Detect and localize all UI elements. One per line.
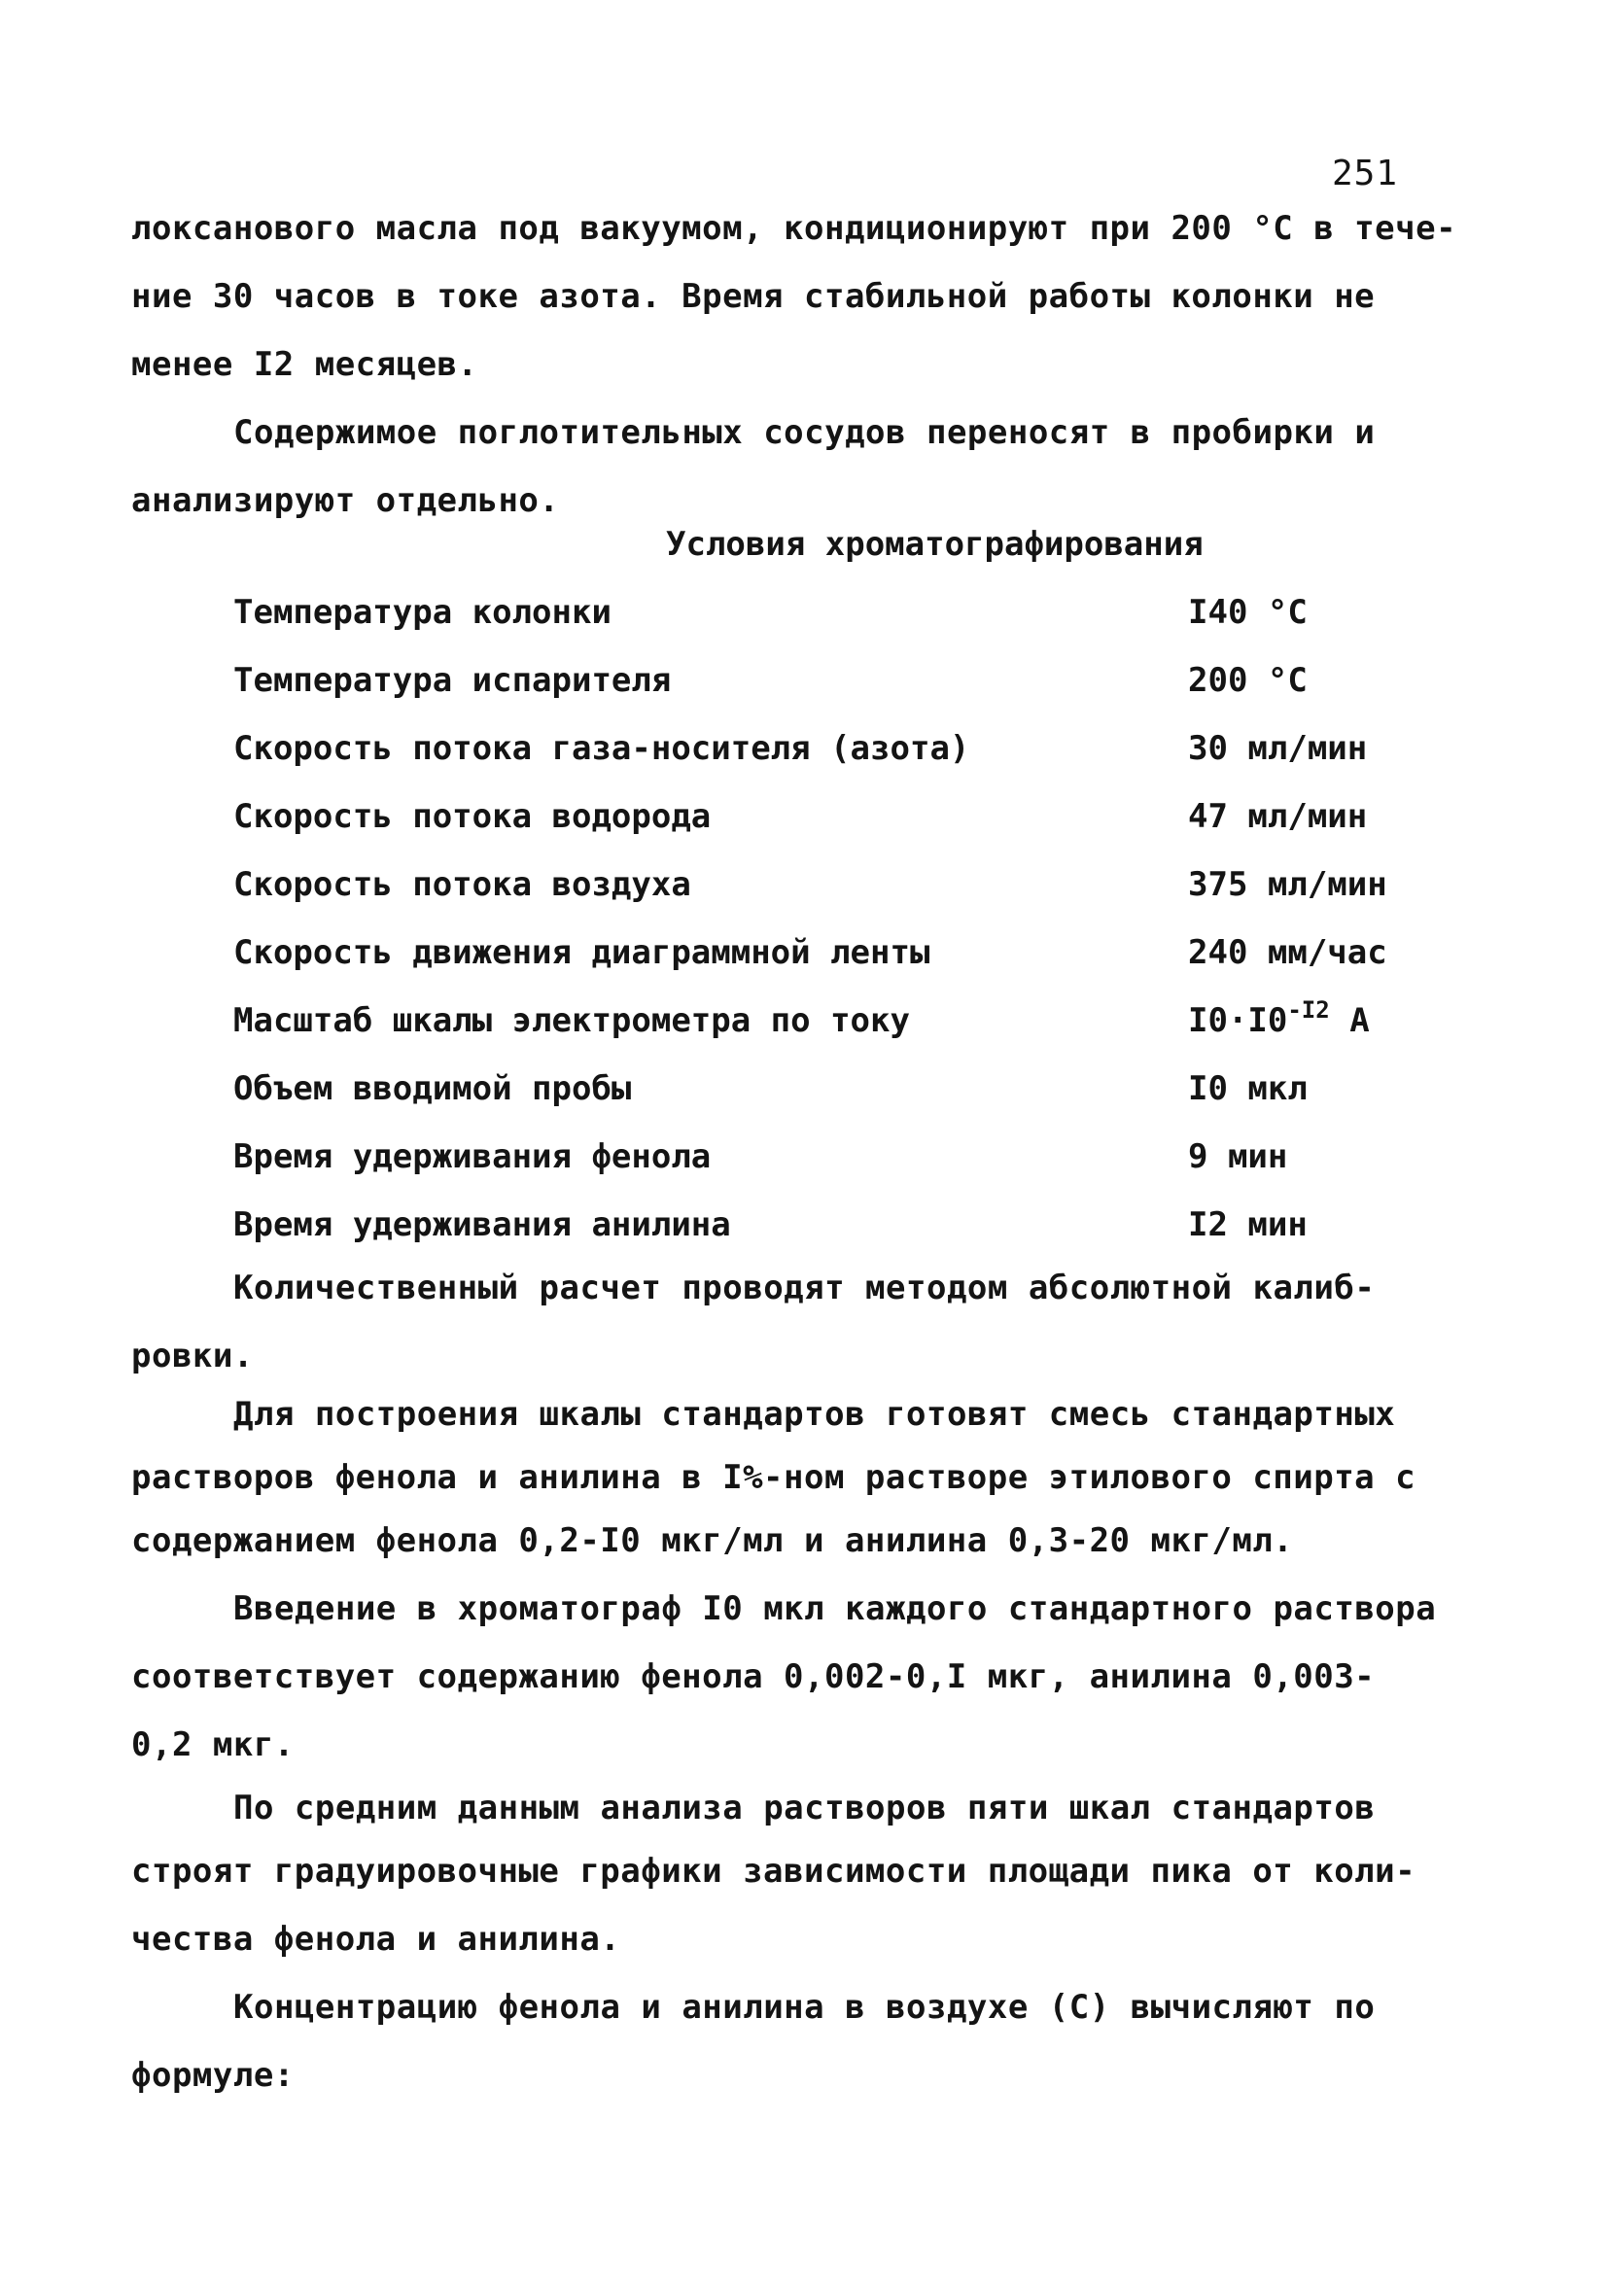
text-line: 0,2 мкг.: [131, 1725, 295, 1764]
condition-label: Масштаб шкалы электрометра по току: [233, 1001, 910, 1040]
condition-value: 200 °С: [1188, 661, 1308, 700]
text-line: Для построения шкалы стандартов готовят смесь стандартных: [233, 1395, 1396, 1434]
condition-value: 47 мл/мин: [1188, 797, 1368, 836]
text-line: Введение в хроматограф I0 мкл каждого стандартного раствора: [233, 1589, 1437, 1628]
text-line: Концентрацию фенола и анилина в воздухе (С) вычисляют по: [233, 1988, 1376, 2027]
text-line: ровки.: [131, 1337, 254, 1375]
condition-value: 375 мл/мин: [1188, 865, 1387, 904]
condition-label: Температура колонки: [233, 593, 612, 632]
page-number: 251: [1332, 154, 1399, 193]
condition-value: I40 °С: [1188, 593, 1308, 632]
text-line: растворов фенола и анилина в I%-ном растворе этилового спирта с: [131, 1458, 1416, 1497]
text-line: менее I2 месяцев.: [131, 345, 478, 384]
condition-label: Время удерживания фенола: [233, 1137, 712, 1176]
text-line: анализируют отдельно.: [131, 481, 560, 520]
text-line: формуле:: [131, 2056, 295, 2095]
condition-value: 30 мл/мин: [1188, 729, 1368, 768]
condition-label: Объем вводимой пробы: [233, 1069, 632, 1108]
text-line: соответствует содержанию фенола 0,002-0,I мкг, анилина 0,003-: [131, 1657, 1376, 1696]
condition-label: Скорость движения диаграммной ленты: [233, 933, 930, 972]
text-line: Содержимое поглотительных сосудов переносят в пробирки и: [233, 413, 1376, 452]
condition-label: Скорость потока водорода: [233, 797, 712, 836]
text-line: строят градуировочные графики зависимости площади пика от коли-: [131, 1852, 1416, 1891]
condition-value: I2 мин: [1188, 1205, 1308, 1244]
condition-label: Температура испарителя: [233, 661, 672, 700]
text-line: Количественный расчет проводят методом абсолютной калиб-: [233, 1269, 1376, 1307]
scale-exponent: -I2: [1287, 996, 1330, 1024]
condition-value-scale: [1188, 996, 1370, 1040]
text-line: По средним данным анализа растворов пяти шкал стандартов: [233, 1789, 1376, 1827]
condition-label: Время удерживания анилина: [233, 1205, 731, 1244]
conditions-heading: Условия хроматографирования: [666, 525, 1204, 564]
text-line: локсанового масла под вакуумом, кондиционируют при 200 °С в тече-: [131, 209, 1457, 248]
condition-value: 9 мин: [1188, 1137, 1288, 1176]
scale-base: I0·I0: [1188, 1001, 1288, 1040]
text-line: чества фенола и анилина.: [131, 1920, 621, 1959]
text-line: содержанием фенола 0,2-I0 мкг/мл и анилина 0,3-20 мкг/мл.: [131, 1521, 1294, 1560]
scale-unit: А: [1329, 1001, 1370, 1040]
text-line: ние 30 часов в токе азота. Время стабильной работы колонки не: [131, 277, 1376, 316]
condition-label: Скорость потока газа-носителя (азота): [233, 729, 970, 768]
condition-label: Скорость потока воздуха: [233, 865, 691, 904]
condition-value: I0 мкл: [1188, 1069, 1308, 1108]
condition-value: 240 мм/час: [1188, 933, 1387, 972]
